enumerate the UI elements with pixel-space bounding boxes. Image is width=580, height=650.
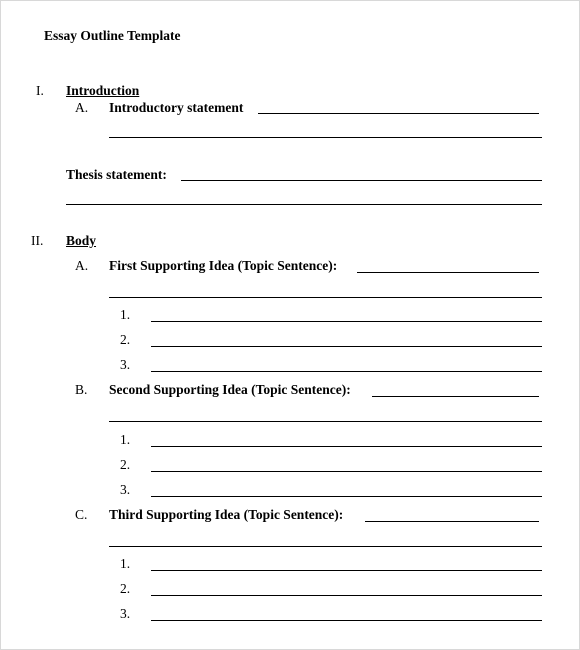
point-blank [151, 496, 542, 497]
second-supporting-idea-label: Second Supporting Idea (Topic Sentence): [109, 382, 351, 397]
item-letter: A. [75, 100, 89, 115]
point-number: 3. [120, 482, 131, 497]
section-numeral: I. [36, 83, 44, 98]
section-numeral: II. [31, 233, 44, 248]
introductory-statement-label: Introductory statement [109, 100, 244, 115]
first-supporting-idea-label: First Supporting Idea (Topic Sentence): [109, 258, 338, 273]
point-blank [151, 371, 542, 372]
introductory-statement-blank [258, 113, 539, 114]
point-blank [151, 346, 542, 347]
point-number: 2. [120, 581, 131, 596]
document-title: Essay Outline Template [44, 28, 181, 43]
point-number: 1. [120, 307, 131, 322]
point-blank [151, 620, 542, 621]
point-number: 3. [120, 606, 131, 621]
item-letter: C. [75, 507, 88, 522]
topic-sentence-blank [372, 396, 539, 397]
point-number: 2. [120, 332, 131, 347]
thesis-statement-label: Thesis statement: [66, 167, 167, 182]
thesis-statement-blank [181, 180, 542, 181]
point-blank [151, 570, 542, 571]
point-number: 3. [120, 357, 131, 372]
point-number: 2. [120, 457, 131, 472]
item-letter: B. [75, 382, 88, 397]
point-number: 1. [120, 432, 131, 447]
topic-sentence-blank [109, 297, 542, 298]
section-heading-introduction: Introduction [66, 83, 140, 98]
thesis-statement-blank [66, 204, 542, 205]
topic-sentence-blank [109, 421, 542, 422]
third-supporting-idea-label: Third Supporting Idea (Topic Sentence): [109, 507, 344, 522]
point-blank [151, 471, 542, 472]
point-number: 1. [120, 556, 131, 571]
topic-sentence-blank [109, 546, 542, 547]
item-letter: A. [75, 258, 89, 273]
topic-sentence-blank [357, 272, 539, 273]
point-blank [151, 446, 542, 447]
point-blank [151, 595, 542, 596]
section-heading-body: Body [66, 233, 97, 248]
topic-sentence-blank [365, 521, 539, 522]
introductory-statement-blank [109, 137, 542, 138]
point-blank [151, 321, 542, 322]
